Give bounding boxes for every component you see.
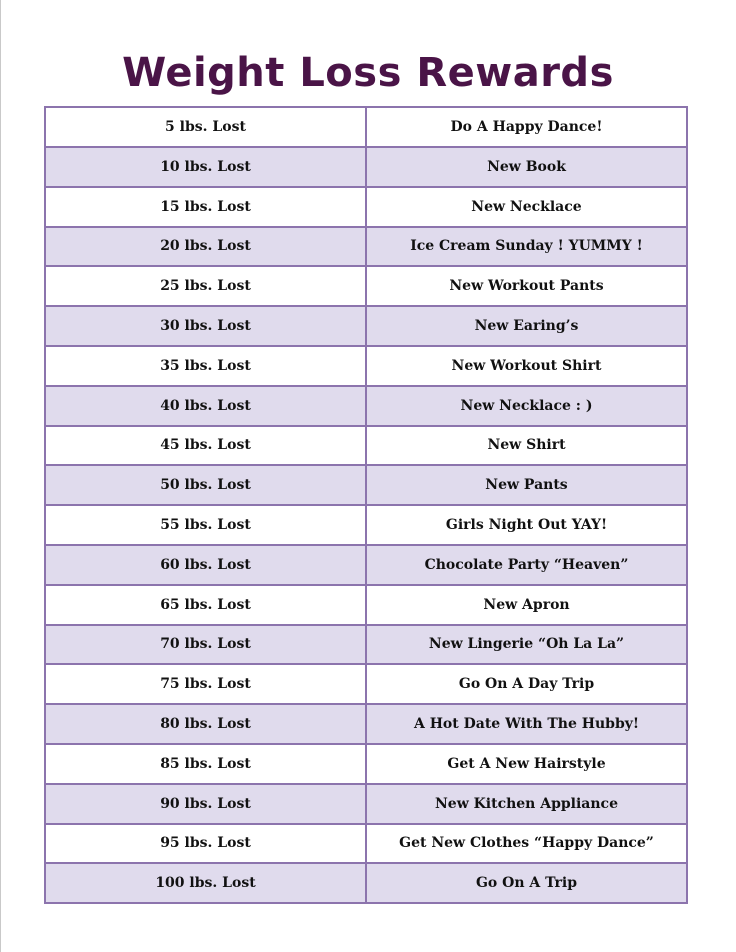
goal-cell: 10 lbs. Lost — [46, 148, 367, 186]
reward-cell: Get New Clothes “Happy Dance” — [399, 835, 654, 852]
reward-cell: Do A Happy Dance! — [450, 119, 603, 135]
goal-cell: 5 lbs. Lost — [46, 108, 367, 146]
reward-cell: Ice Cream Sunday ! YUMMY ! — [410, 238, 643, 255]
table-row — [46, 504, 686, 544]
reward-cell: New Shirt — [487, 437, 566, 454]
table-row — [46, 385, 686, 425]
goal-cell: 50 lbs. Lost — [46, 466, 367, 504]
table-row — [46, 146, 686, 186]
goal-cell: 40 lbs. Lost — [46, 387, 367, 425]
table-row — [46, 862, 686, 902]
reward-cell: Chocolate Party “Heaven” — [424, 556, 629, 573]
goal-cell: 35 lbs. Lost — [46, 347, 367, 385]
reward-cell: Go On A Day Trip — [458, 676, 595, 693]
reward-cell: New Lingerie “Oh La La” — [428, 636, 625, 653]
reward-cell: Get A New Hairstyle — [447, 755, 606, 772]
table-row — [46, 464, 686, 504]
table-row — [46, 624, 686, 664]
reward-cell: New Necklace : ) — [460, 397, 593, 414]
table-row — [46, 226, 686, 266]
goal-cell: 80 lbs. Lost — [46, 705, 367, 743]
reward-cell: New Pants — [485, 477, 568, 494]
goal-cell: 100 lbs. Lost — [46, 864, 367, 902]
rewards-table — [44, 106, 688, 904]
table-row — [46, 663, 686, 703]
table-row — [46, 305, 686, 345]
goal-cell: 30 lbs. Lost — [46, 307, 367, 345]
table-row — [46, 743, 686, 783]
reward-cell: New Workout Pants — [449, 278, 604, 295]
reward-cell: New Kitchen Appliance — [434, 795, 618, 812]
table-row — [46, 425, 686, 465]
page-title: Weight Loss Rewards — [122, 50, 614, 96]
goal-cell: 15 lbs. Lost — [46, 188, 367, 226]
reward-cell: Go On A Trip — [475, 875, 578, 892]
goal-cell: 70 lbs. Lost — [46, 626, 367, 664]
table-row — [46, 544, 686, 584]
goal-cell: 20 lbs. Lost — [46, 228, 367, 266]
goal-cell: 25 lbs. Lost — [46, 267, 367, 305]
reward-cell: A Hot Date With The Hubby! — [413, 716, 640, 733]
reward-cell: Girls Night Out YAY! — [445, 517, 608, 534]
goal-cell: 60 lbs. Lost — [46, 546, 367, 584]
reward-cell: New Book — [487, 158, 566, 175]
table-row — [46, 783, 686, 823]
table-row — [46, 823, 686, 863]
table-row — [46, 186, 686, 226]
goal-cell: 90 lbs. Lost — [46, 785, 367, 823]
table-row — [46, 703, 686, 743]
goal-cell: 55 lbs. Lost — [46, 506, 367, 544]
table-row — [46, 345, 686, 385]
table-row — [46, 584, 686, 624]
goal-cell: 65 lbs. Lost — [46, 586, 367, 624]
reward-cell: New Necklace — [471, 198, 582, 215]
goal-cell: 95 lbs. Lost — [46, 825, 367, 863]
reward-cell: New Workout Shirt — [451, 357, 602, 374]
page-edge — [0, 0, 1, 952]
goal-cell: 45 lbs. Lost — [46, 427, 367, 465]
reward-cell: New Apron — [483, 596, 570, 613]
table-row — [46, 108, 686, 146]
table-row — [46, 265, 686, 305]
goal-cell: 75 lbs. Lost — [46, 665, 367, 703]
reward-cell: New Earing’s — [474, 318, 579, 335]
goal-cell: 85 lbs. Lost — [46, 745, 367, 783]
